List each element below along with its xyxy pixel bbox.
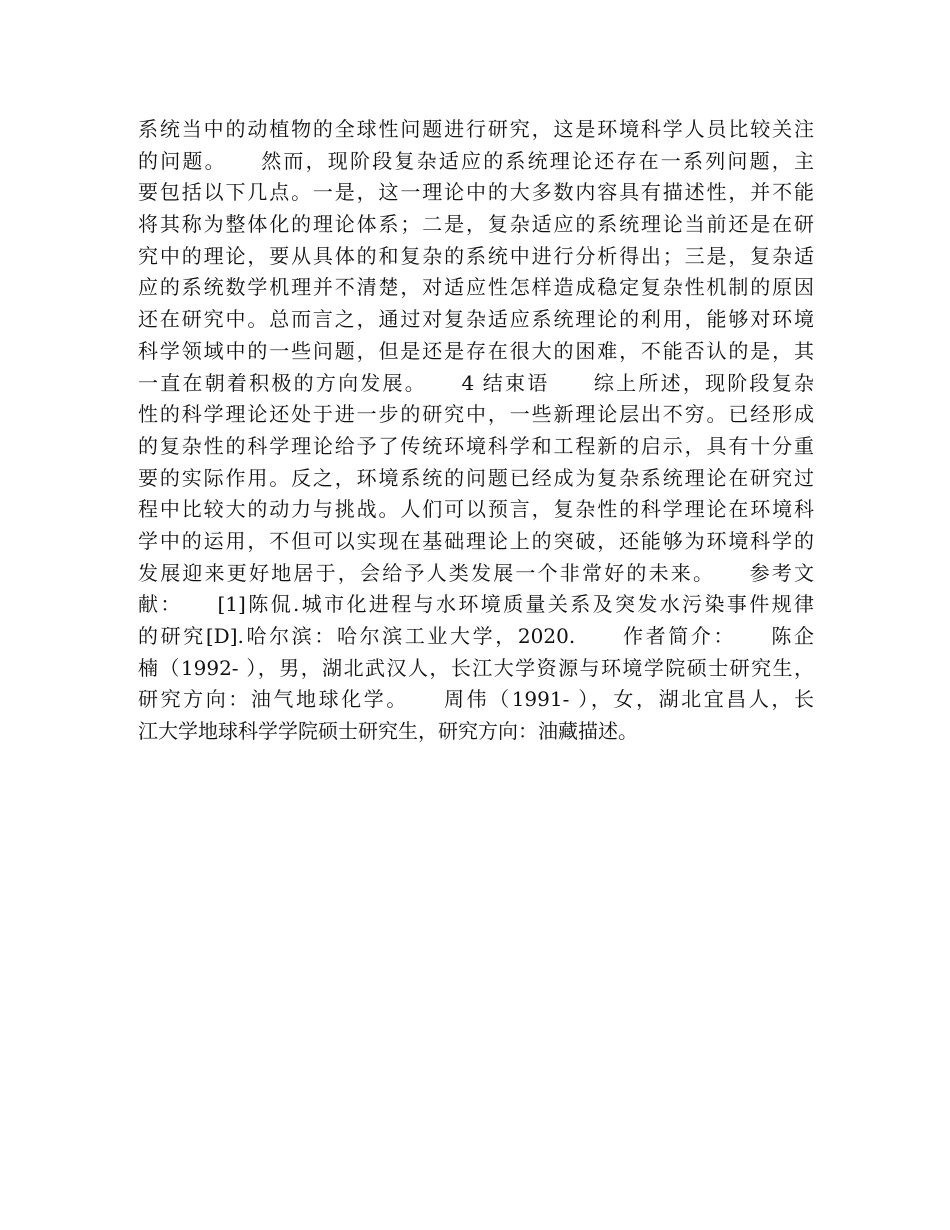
text-line: 要的实际作用。反之，环境系统的问题已经成为复杂系统理论在研究过 [138, 465, 814, 490]
text-line: 的复杂性的科学理论给予了传统环境科学和工程新的启示，具有十分重 [138, 433, 814, 458]
text-line: 发展迎来更好地居于，会给予人类发展一个非常好的未来。 参考文 [138, 560, 814, 585]
text-line: 的问题。 然而，现阶段复杂适应的系统理论还存在一系列问题，主 [138, 148, 814, 173]
text-line: 科学领域中的一些问题，但是还是存在很大的困难，不能否认的是，其 [138, 338, 814, 363]
text-line: 将其称为整体化的理论体系；二是，复杂适应的系统理论当前还是在研 [138, 212, 814, 237]
text-line: 学中的运用，不但可以实现在基础理论上的突破，还能够为环境科学的 [138, 528, 814, 553]
text-line: 系统当中的动植物的全球性问题进行研究，这是环境科学人员比较关注 [138, 117, 814, 141]
body-text [138, 114, 814, 748]
text-line: 江大学地球科学学院硕士研究生，研究方向：油藏描述。 [138, 719, 638, 744]
text-line: 还在研究中。总而言之，通过对复杂适应系统理论的利用，能够对环境 [138, 307, 814, 332]
text-line: 程中比较大的动力与挑战。人们可以预言，复杂性的科学理论在环境科 [138, 497, 814, 522]
text-line: 究中的理论，要从具体的和复杂的系统中进行分析得出；三是，复杂适 [138, 243, 814, 268]
text-line: 性的科学理论还处于进一步的研究中，一些新理论层出不穷。已经形成 [138, 402, 814, 427]
text-line: 献： [1]陈侃.城市化进程与水环境质量关系及突发水污染事件规律 [138, 592, 814, 617]
text-line: 研究方向：油气地球化学。 周伟（1991- ），女，湖北宜昌人，长 [138, 687, 814, 712]
text-line: 应的系统数学机理并不清楚，对适应性怎样造成稳定复杂性机制的原因 [138, 275, 814, 300]
text-line: 一直在朝着积极的方向发展。 4 结束语 综上所述，现阶段复杂 [138, 370, 814, 395]
text-line: 要包括以下几点。一是，这一理论中的大多数内容具有描述性，并不能 [138, 180, 814, 205]
text-line: 的研究[D].哈尔滨：哈尔滨工业大学，2020. 作者简介： 陈企 [138, 624, 814, 648]
text-line: 楠（1992- ），男，湖北武汉人，长江大学资源与环境学院硕士研究生， [138, 655, 814, 680]
